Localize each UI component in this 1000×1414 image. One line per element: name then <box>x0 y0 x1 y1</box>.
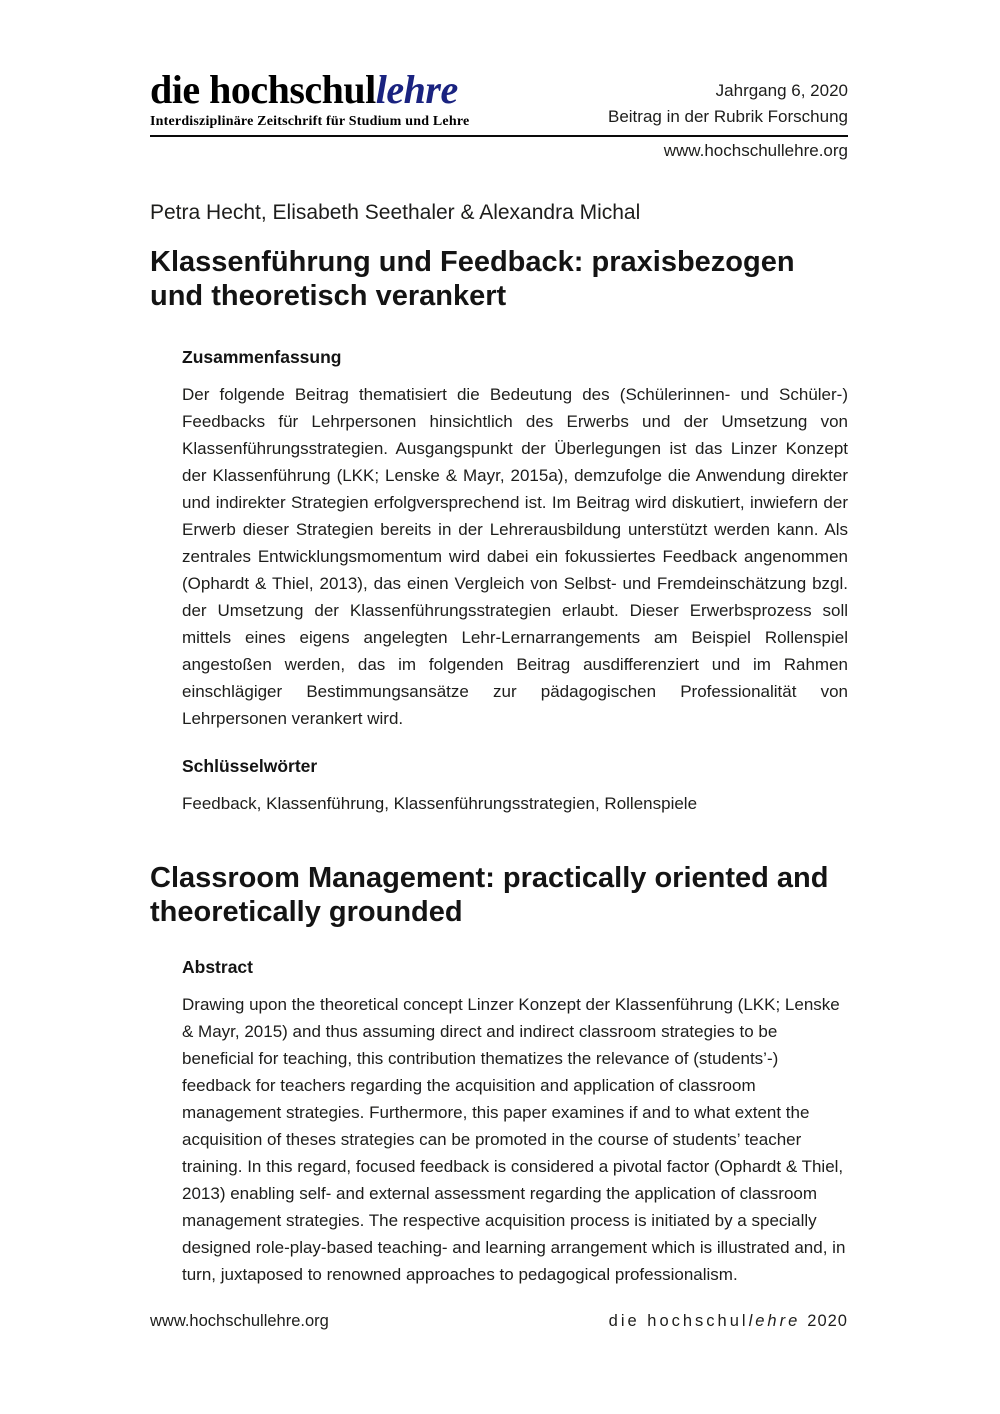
logo-text-blue: lehre <box>375 67 458 112</box>
abstract-heading: Abstract <box>182 957 253 977</box>
logo-text-black: die hochschul <box>150 67 376 112</box>
issue-rubric: Beitrag in der Rubrik Forschung <box>607 107 848 126</box>
article-title-en: Classroom Management: practically oriented and theoretically grounded <box>150 862 829 928</box>
zusammenfassung-heading: Zusammenfassung <box>182 347 342 367</box>
logo-wordmark <box>150 67 469 112</box>
header-divider <box>150 135 848 137</box>
abstract-text: Drawing upon the theoretical concept Linzer Konzept der Klassenführung (LKK; Lenske & Mayr, 2015) and thus assuming direct and indirect classroom strategies to be beneficial for teaching, this contribution thematizes the relevance of (students’-) feedback for teachers regarding the acquisition and application of classroom management strategies. Furthermore, this paper examines if and to what extent the acquisition of theses strategies can be promoted in the course of students’ teacher training. In this regard, focused feedback is considered a pivotal factor (Ophardt & Thiel, 2013) enabling self- and external assessment regarding the application of classroom management strategies. The respective acquisition process is initiated by a specially designed role-play-based teaching- and learning arrangement which is illustrated and, in turn, juxtaposed to renowned approaches to pedagogical professionalism. <box>182 995 846 1284</box>
schluesselwoerter-text: Feedback, Klassenführung, Klassenführungsstrategien, Rollenspiele <box>182 794 698 813</box>
footer-journal-italic: lehre <box>748 1312 801 1330</box>
issue-meta <box>608 78 848 130</box>
header-website: www.hochschullehre.org <box>663 141 848 160</box>
journal-header <box>150 67 848 161</box>
footer-journal-year: 2020 <box>807 1312 848 1330</box>
page-footer <box>150 1312 848 1331</box>
footer-journal-prefix: die hochschul <box>608 1312 749 1330</box>
logo-subtitle: Interdisziplinäre Zeitschrift für Studium und Lehre <box>150 114 470 129</box>
abstract-en-section <box>182 957 848 1288</box>
header-row <box>150 67 848 130</box>
journal-logo <box>150 67 470 130</box>
article-title-de: Klassenführung und Feedback: praxisbezogen und theoretisch verankert <box>150 246 795 312</box>
footer-journal-name <box>609 1312 848 1331</box>
issue-volume: Jahrgang 6, 2020 <box>715 81 848 100</box>
footer-website: www.hochschullehre.org <box>150 1312 329 1330</box>
abstract-de-section <box>182 347 848 817</box>
schluesselwoerter-heading: Schlüsselwörter <box>182 756 318 776</box>
zusammenfassung-text: Der folgende Beitrag thematisiert die Bedeutung des (Schülerinnen- und Schüler-) Feedbacks für Lehrpersonen hinsichtlich des Erwerbs und der Umsetzung von Klassenführungsstrategien. Ausgangspunkt der Überlegungen ist das Linzer Konzept der Klassenführung (LKK; Lenske & Mayr, 2015a), demzufolge die Anwendung direkter und indirekter Strategien erfolgversprechend ist. Im Beitrag wird diskutiert, inwiefern der Erwerb dieser Strategien bereits in der Lehrerausbildung unterstützt werden kann. Als zentrales Entwicklungsmomentum wird dabei ein fokussiertes Feedback angenommen (Ophardt & Thiel, 2013), das einen Vergleich von Selbst- und Fremdeinschätzung bzgl. der Umsetzung der Klassenführungsstrategien erlaubt. Dieser Erwerbsprozess soll mittels eines eigens angelegten Lehr-Lernarrangements am Beispiel Rollenspiel angestoßen werden, das im folgenden Beitrag ausdifferenziert und im Rahmen einschlägiger Bestimmungsansätze zur pädagogischen Professionalität von Lehrpersonen verankert wird. <box>182 385 848 728</box>
author-line: Petra Hecht, Elisabeth Seethaler & Alexandra Michal <box>150 201 641 224</box>
